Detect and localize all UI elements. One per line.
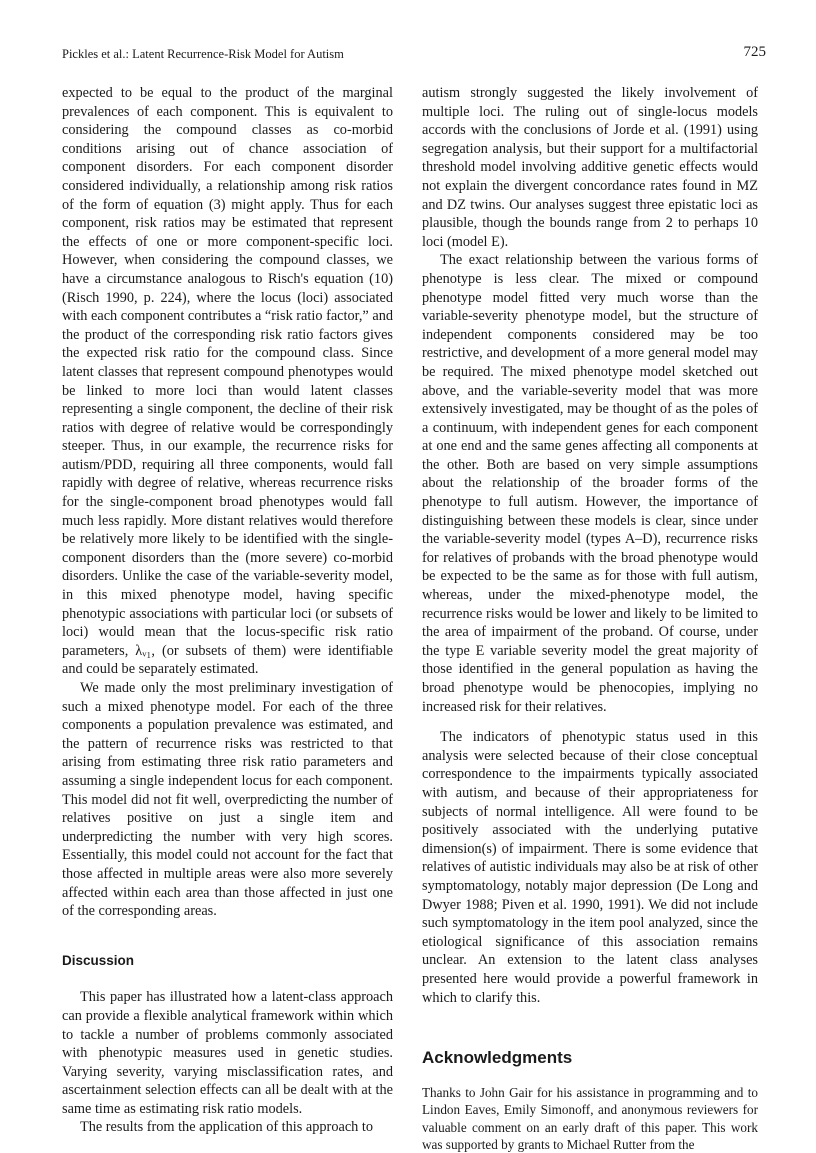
paragraph: We made only the most preliminary investigation of such a mixed phenotype model. For each of the three components a population prevalence was estimated, and the pattern of recurrence risks was restricted to that arising from estimating three risk ratio parameters and assuming a single independent locus for each component. This model did not fit well, overpredicting the number of relatives positive on just a single item and underpredicting the number with very high scores. Essentially, this model could not account for the fact that those affected in multiple areas were also more severely affected within each area than those affected in just one of the corresponding areas. [62,680,393,920]
paragraph: The exact relationship between the various forms of phenotype is less clear. The mixed or compound phenotype model fitted very much worse than the variable-severity phenotype model, but the structure of independent components considered may be too restrictive, and development of a more general model may be required. The mixed phenotype model sketched out above, and the variable-severity model that was more extensively investigated, may be thought of as the poles of a continuum, with independent genes for each component at one end and the same genes affecting all components at the other. Both are based on very simple assumptions about the relationship of the broader forms of the phenotype to full autism. However, the importance of distinguishing between these models is clear, since under the variable-severity model (types A–D), recurrence risks for relatives of probands with the broad phenotype would be expected to be the same as for those with full autism, whereas, under the mixed-phenotype model, the recurrence risks would be lower and likely to be limited to the area of impairment of the proband. Of course, under the type E variable severity model the great majority of those identified in the general population as having the broad phenotype would be phenocopies, implying no increased risk for their relatives. [422,252,758,715]
running-title: Pickles et al.: Latent Recurrence-Risk Model for Autism [62,47,344,61]
page-number: 725 [743,44,766,60]
running-head [62,44,766,67]
left-column [62,84,393,1137]
section-heading-acknowledgments: Acknowledgments [422,1048,573,1068]
paragraph: This paper has illustrated how a latent-class approach can provide a flexible analytical framework within which to tackle a number of problems commonly associated with phenotypic measures used in genetic studies. Varying severity, varying misclassification rates, and ascertainment selection effects can all be dealt with at the same time as estimating risk ratio models. [62,989,393,1117]
paragraph: The results from the application of this approach to [80,1119,374,1136]
paragraph: autism strongly suggested the likely involvement of multiple loci. The ruling out of single-locus models accords with the conclusions of Jorde et al. (1991) using segregation analysis, but their support for a multifactorial threshold model involving additive genetic effects would not explain the divergent concordance rates found in MZ and DZ twins. Our analyses suggest three epistatic loci as plausible, though the bounds range from 2 to perhaps 10 loci (model E). [422,85,758,250]
right-column [422,84,758,1153]
paragraph: expected to be equal to the product of the marginal prevalences of each component. This is equivalent to considering the compound classes as co-morbid conditions arising out of chance association of component disorders. For each component disorder considered individually, a relationship among risk ratios of the form of equation (3) might apply. Thus for each component, risk ratios may be estimated that represent the effects of one or more component-specific loci. However, when considering the compound classes, we have a circumstance analogous to Risch's equation (10) (Risch 1990, p. 224), where the locus (loci) associated with each component contributes a “risk ratio factor,” and the product of the corresponding risk ratio factors gives the expected risk ratio for the compound class. Since latent classes that represent compound phenotypes would be linked to more loci than would latent classes representing a single component, the decline of their risk ratios with degree of relative would be correspondingly steeper. Thus, in our example, the recurrence risks for autism/PDD, requiring all three components, would fall rapidly with degree of relative, whereas recurrence risks for the single-component broad phenotypes would fall much less rapidly. More distant relatives would therefore be relatively more likely to be identified with the single-component disorders than the (more severe) co-morbid disorders. Unlike the case of the variable-severity model, in this mixed phenotype model, having specific phenotypic associations with particular loci (or subsets of loci) would mean that the locus-specific risk ratio parameters, λᵥ₁, (or subsets of them) were identifiable and could be separately estimated. [62,85,393,678]
acknowledgments-text: Thanks to John Gair for his assistance in programming and to Lindon Eaves, Emily Simonoff, and anonymous reviewers for valuable comment on an early draft of this paper. This work was supported by grants to Michael Rutter from the [422,1084,758,1152]
section-heading-discussion: Discussion [62,952,135,968]
paragraph: The indicators of phenotypic status used in this analysis were selected because of their close conceptual correspondence to the impairments typically associated with autism, and because of their appropriateness for subjects of normal intelligence. All were found to be positively associated with the underlying putative dimension(s) of impairment. There is some evidence that relatives of autistic individuals may also be at risk of other symptomatology, notably major depression (De Long and Dwyer 1988; Piven et al. 1990, 1991). We did not include such symptomatology in the item pool analyzed, since the etiological significance of this association remains unclear. An extension to the latent class analyses presented here would provide a powerful framework in which to clarify this. [422,729,758,1006]
